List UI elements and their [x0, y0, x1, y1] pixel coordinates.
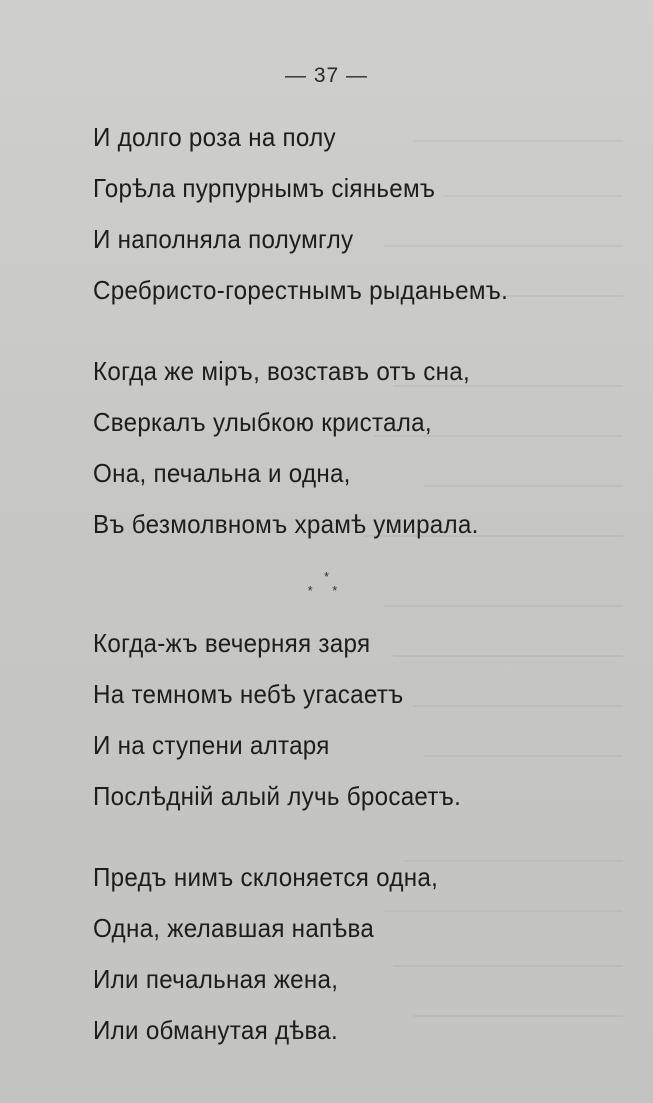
page-number: — 37 —: [284, 64, 369, 87]
poem-line: Или обманутая дѣва.: [93, 1015, 339, 1045]
poem-line: Одна, желавшая напѣва: [93, 913, 375, 943]
poem: [93, 112, 613, 1056]
poem-line: Горѣла пурпурнымъ сіяньемъ: [93, 173, 436, 203]
poem-line: Она, печальна и одна,: [93, 458, 351, 488]
stanza-2: [93, 346, 613, 550]
poem-line: Предъ нимъ склоняется одна,: [93, 862, 439, 892]
poem-line: Сверкалъ улыбкою кристала,: [93, 407, 432, 437]
poem-line: Или печальная жена,: [93, 964, 339, 994]
poem-line: И наполняла полумглу: [93, 224, 354, 254]
stanza-4: [93, 852, 613, 1056]
poem-line: Послѣдній алый лучь бросаетъ.: [93, 781, 462, 811]
poem-line: Когда-жъ вечерняя заря: [93, 628, 371, 658]
asterism-bottom: * *: [307, 583, 346, 598]
poem-line: Въ безмолвномъ храмѣ умирала.: [93, 509, 479, 539]
poem-line: Сребристо-горестнымъ рыданьемъ.: [93, 275, 509, 305]
asterism-top: *: [323, 569, 330, 584]
stanza-3: [93, 618, 613, 822]
poem-line: Когда же міръ, возставъ отъ сна,: [93, 356, 471, 386]
asterism-separator: [0, 558, 653, 610]
poem-line: И на ступени алтаря: [93, 730, 330, 760]
poem-line: И долго роза на полу: [93, 122, 336, 152]
stanza-1: [93, 112, 613, 316]
poem-line: На темномъ небѣ угасаетъ: [93, 679, 404, 709]
